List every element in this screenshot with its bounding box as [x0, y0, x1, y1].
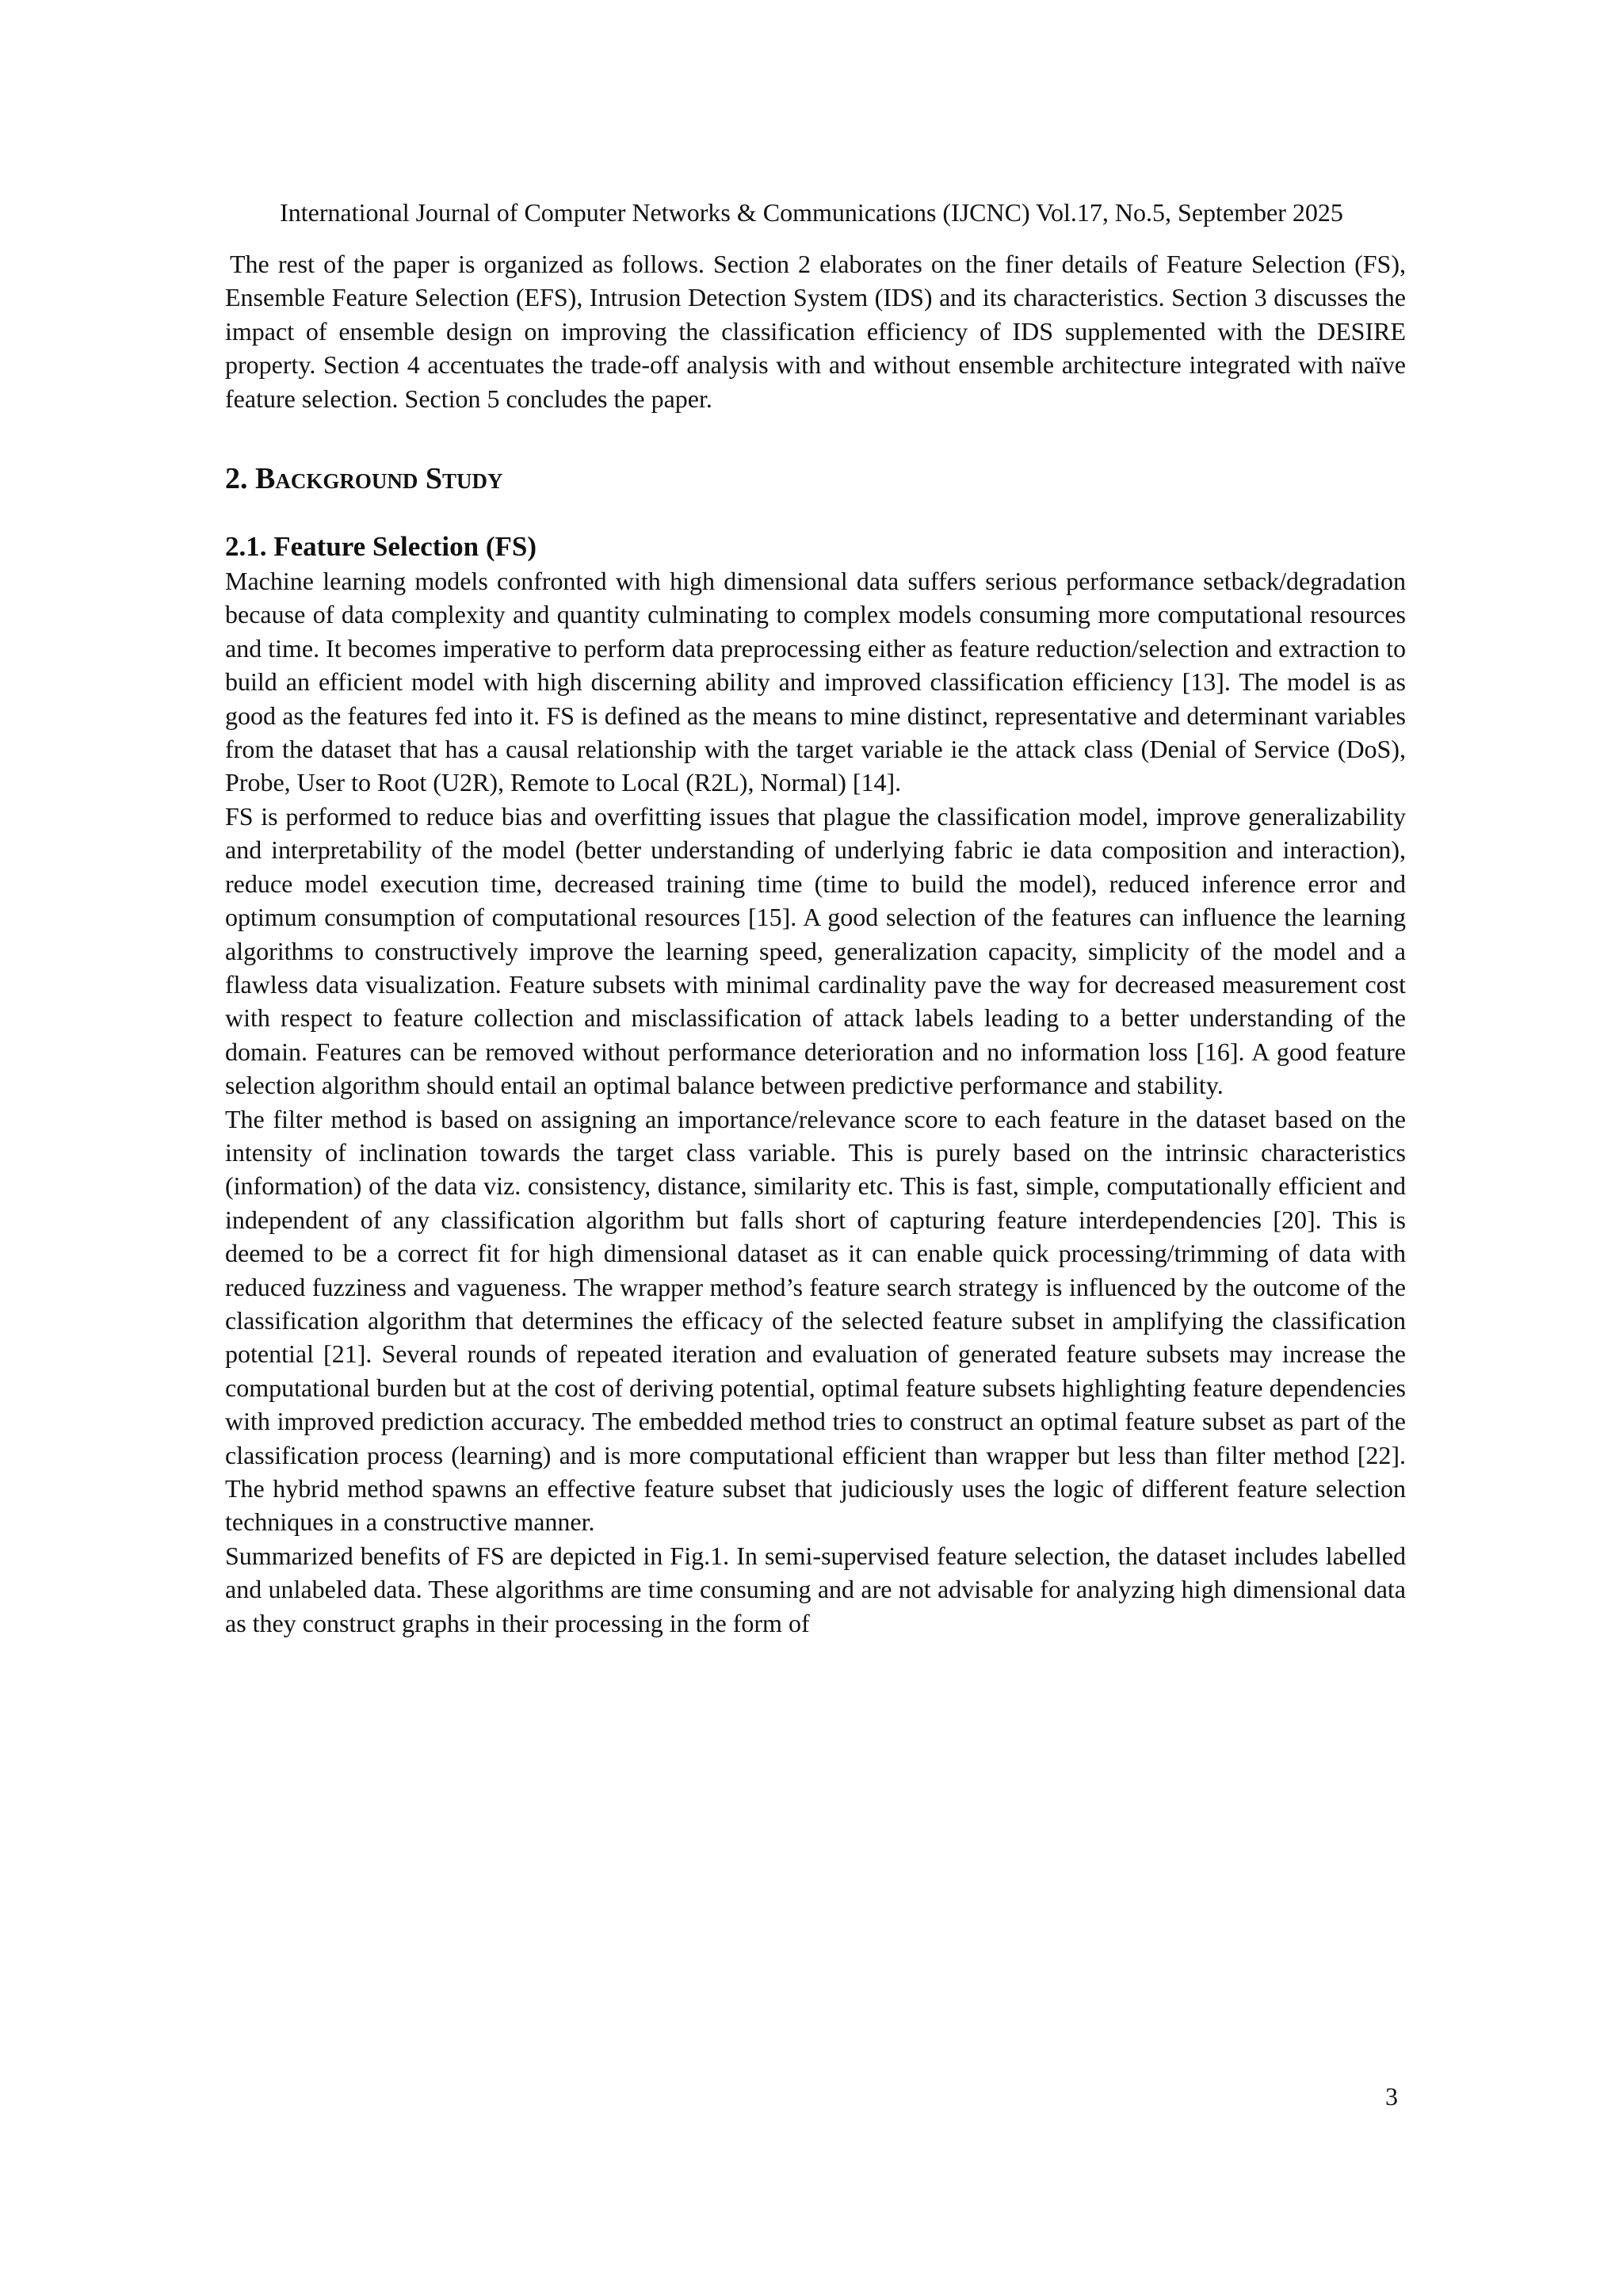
body-paragraph: Summarized benefits of FS are depicted in Fig.1. In semi-supervised feature selection, the dataset includes labelled and unlabeled data. These algorithms are time consuming and are not advisable for analyzing high dimensional data as they construct graphs in their processing in the form of	[225, 1541, 1406, 1637]
section-number: 2.	[225, 462, 248, 496]
body-paragraph: FS is performed to reduce bias and overfitting issues that plague the classification model, improve generalizability and interpretability of the model (better understanding of underlying fabric ie data composition and interaction), reduce model execution time, decreased training time (time to build the model), reduced inference error and optimum consumption of computational resources [15]. A good selection of the features can influence the learning algorithms to constructively improve the learning speed, generalization capacity, simplicity of the model and a flawless data visualization. Feature subsets with minimal cardinality pave the way for decreased measurement cost with respect to feature collection and misclassification of attack labels leading to a better understanding of the domain. Features can be removed without performance deterioration and no information loss [16]. A good feature selection algorithm should entail an optimal balance between predictive performance and stability.	[225, 801, 1406, 1100]
page-body	[225, 247, 1406, 1640]
journal-running-header: International Journal of Computer Networks & Communications (IJCNC) Vol.17, No.5, September 2025	[280, 198, 1343, 227]
body-paragraph: Machine learning models confronted with high dimensional data suffers serious performance setback/degradation because of data complexity and quantity culminating to complex models consuming more computational resources and time. It becomes imperative to perform data preprocessing either as feature reduction/selection and extraction to build an efficient model with high discerning ability and improved classification efficiency [13]. The model is as good as the features fed into it. FS is defined as the means to mine distinct, representative and determinant variables from the dataset that has a causal relationship with the target variable ie the attack class (Denial of Service (DoS), Probe, User to Root (U2R), Remote to Local (R2L), Normal) [14].	[225, 567, 1406, 797]
body-paragraph: The filter method is based on assigning an importance/relevance score to each feature in the dataset based on the intensity of inclination towards the target class variable. This is purely based on the intrinsic characteristics (information) of the data viz. consistency, distance, similarity etc. This is fast, simple, computationally efficient and independent of any classification algorithm but falls short of capturing feature interdependencies [20]. This is deemed to be a correct fit for high dimensional dataset as it can enable quick processing/trimming of data with reduced fuzziness and vagueness. The wrapper method’s feature search strategy is influenced by the outcome of the classification algorithm that determines the efficacy of the selected feature subset in amplifying the classification potential [21]. Several rounds of repeated iteration and evaluation of generated feature subsets may increase the computational burden but at the cost of deriving potential, optimal feature subsets highlighting feature dependencies with improved prediction accuracy. The embedded method tries to construct an optimal feature subset as part of the classification process (learning) and is more computational efficient than wrapper but less than filter method [22]. The hybrid method spawns an effective feature subset that judiciously uses the logic of different feature selection techniques in a constructive manner.	[225, 1104, 1406, 1537]
intro-paragraph: The rest of the paper is organized as follows. Section 2 elaborates on the finer details of Feature Selection (FS), Ensemble Feature Selection (EFS), Intrusion Detection System (IDS) and its characteristics. Section 3 discusses the impact of ensemble design on improving the classification efficiency of IDS supplemented with the DESIRE property. Section 4 accentuates the trade-off analysis with and without ensemble architecture integrated with naïve feature selection. Section 5 concludes the paper.	[225, 250, 1406, 413]
section-title: Background Study	[255, 462, 503, 496]
page-number: 3	[1385, 2082, 1398, 2111]
section-heading	[225, 460, 1406, 498]
subsection-heading: 2.1. Feature Selection (FS)	[225, 531, 537, 563]
